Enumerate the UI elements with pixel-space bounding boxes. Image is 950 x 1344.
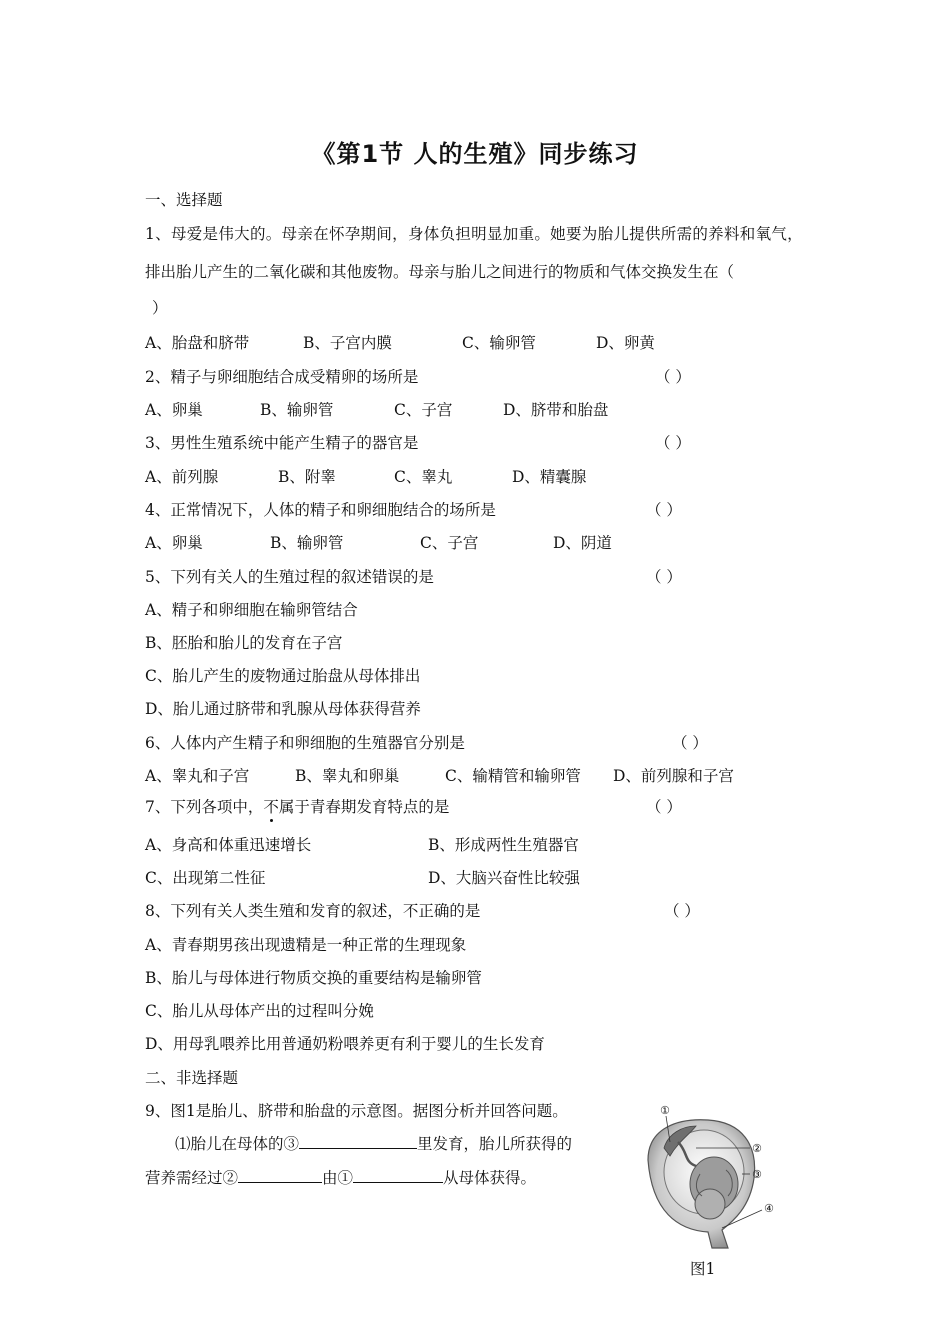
question-7-option-b: B、形成两性生殖器官 (428, 836, 579, 854)
question-4-answer-paren: （ ） (646, 501, 682, 519)
question-1-option-b: B、子宫内膜 (303, 334, 392, 352)
question-2-option-b: B、输卵管 (260, 401, 334, 419)
question-4-option-d: D、阴道 (553, 534, 612, 552)
question-2-option-a: A、卵巢 (145, 401, 203, 419)
question-5-option-b: B、胚胎和胎儿的发育在子宫 (145, 634, 343, 652)
figure-label-2: ② (752, 1142, 762, 1155)
question-5-stem: 5、下列有关人的生殖过程的叙述错误的是 (145, 568, 434, 586)
fetus-diagram-svg (630, 1100, 780, 1250)
question-4-option-c: C、子宫 (420, 534, 479, 552)
question-7-stem-part-1: 7、下列各项中， (145, 798, 264, 816)
question-9-sub-1-line-1 (175, 1132, 572, 1154)
section-heading-choice: 一、选择题 (145, 191, 223, 209)
question-5-option-c: C、胎儿产生的废物通过胎盘从母体排出 (145, 667, 421, 685)
question-3-answer-paren: （ ） (655, 434, 691, 452)
question-6-option-a: A、睾丸和子宫 (145, 767, 250, 785)
question-7-emphasis-mark: 不 (263, 798, 279, 816)
question-8-option-c: C、胎儿从母体产出的过程叫分娩 (145, 1002, 374, 1020)
question-6-answer-paren: （ ） (672, 734, 708, 752)
question-7-stem (145, 795, 449, 817)
question-9-sub-1-text-c: 营养需经过② (145, 1169, 239, 1187)
question-4-stem: 4、正常情况下，人体的精子和卵细胞结合的场所是 (145, 501, 496, 519)
question-7-stem-part-2: 属于青春期发育特点的是 (278, 798, 450, 816)
figure-caption: 图1 (690, 1260, 716, 1278)
question-1-line-2: 排出胎儿产生的二氧化碳和其他废物。母亲与胎儿之间进行的物质和气体交换发生在（ (145, 263, 735, 281)
question-1-line-1: 1、母爱是伟大的。母亲在怀孕期间，身体负担明显加重。她要为胎儿提供所需的养料和氧气， (145, 225, 803, 243)
question-2-stem: 2、精子与卵细胞结合成受精卵的场所是 (145, 368, 419, 386)
question-9-stem: 9、图1是胎儿、脐带和胎盘的示意图。据图分析并回答问题。 (145, 1102, 568, 1120)
question-8-option-b: B、胎儿与母体进行物质交换的重要结构是输卵管 (145, 969, 482, 987)
question-2-option-c: C、子宫 (394, 401, 453, 419)
question-2-option-d: D、脐带和胎盘 (503, 401, 609, 419)
answer-blank-2[interactable] (238, 1168, 322, 1183)
question-6-option-b: B、睾丸和卵巢 (295, 767, 400, 785)
question-1-option-d: D、卵黄 (596, 334, 655, 352)
question-5-answer-paren: （ ） (646, 568, 682, 586)
question-6-option-c: C、输精管和输卵管 (445, 767, 581, 785)
figure-label-3: ③ (752, 1168, 762, 1181)
page-title: 《第1节 人的生殖》同步练习 (311, 140, 639, 168)
question-9-sub-1-text-e: 从母体获得。 (443, 1169, 537, 1187)
figure-label-4: ④ (764, 1202, 774, 1215)
question-7-answer-paren: （ ） (646, 798, 682, 816)
question-3-option-b: B、附睾 (278, 468, 336, 486)
question-9-sub-1-text-b: 里发育，胎儿所获得的 (417, 1135, 573, 1153)
section-heading-non-choice: 二、非选择题 (145, 1069, 239, 1087)
question-6-option-d: D、前列腺和子宫 (613, 767, 734, 785)
question-1-line-3: ） (152, 299, 168, 317)
question-9-sub-1-text-d: 由① (322, 1169, 354, 1187)
question-9-sub-1-text-a: ⑴胎儿在母体的③ (175, 1135, 300, 1153)
answer-blank-3[interactable] (299, 1134, 417, 1149)
question-3-option-d: D、精囊腺 (512, 468, 587, 486)
question-8-answer-paren: （ ） (664, 902, 700, 920)
question-9-sub-1-line-2 (145, 1166, 536, 1188)
figure-label-1: ① (660, 1104, 670, 1117)
question-7-option-c: C、出现第二性征 (145, 869, 266, 887)
question-1-option-a: A、胎盘和脐带 (145, 334, 250, 352)
question-6-stem: 6、人体内产生精子和卵细胞的生殖器官分别是 (145, 734, 465, 752)
question-3-stem: 3、男性生殖系统中能产生精子的器官是 (145, 434, 419, 452)
fetus-placenta-diagram (630, 1100, 780, 1270)
question-5-option-a: A、精子和卵细胞在输卵管结合 (145, 601, 358, 619)
question-8-option-a: A、青春期男孩出现遗精是一种正常的生理现象 (145, 936, 467, 954)
question-7-option-d: D、大脑兴奋性比较强 (428, 869, 580, 887)
answer-blank-1[interactable] (353, 1168, 443, 1183)
question-5-option-d: D、胎儿通过脐带和乳腺从母体获得营养 (145, 700, 421, 718)
question-1-option-c: C、输卵管 (462, 334, 536, 352)
question-8-option-d: D、用母乳喂养比用普通奶粉喂养更有利于婴儿的生长发育 (145, 1035, 545, 1053)
question-2-answer-paren: （ ） (655, 368, 691, 386)
question-4-option-a: A、卵巢 (145, 534, 203, 552)
question-8-stem: 8、下列有关人类生殖和发育的叙述，不正确的是 (145, 902, 481, 920)
question-7-option-a: A、身高和体重迅速增长 (145, 836, 312, 854)
question-4-option-b: B、输卵管 (270, 534, 344, 552)
question-3-option-c: C、睾丸 (394, 468, 453, 486)
question-3-option-a: A、前列腺 (145, 468, 219, 486)
